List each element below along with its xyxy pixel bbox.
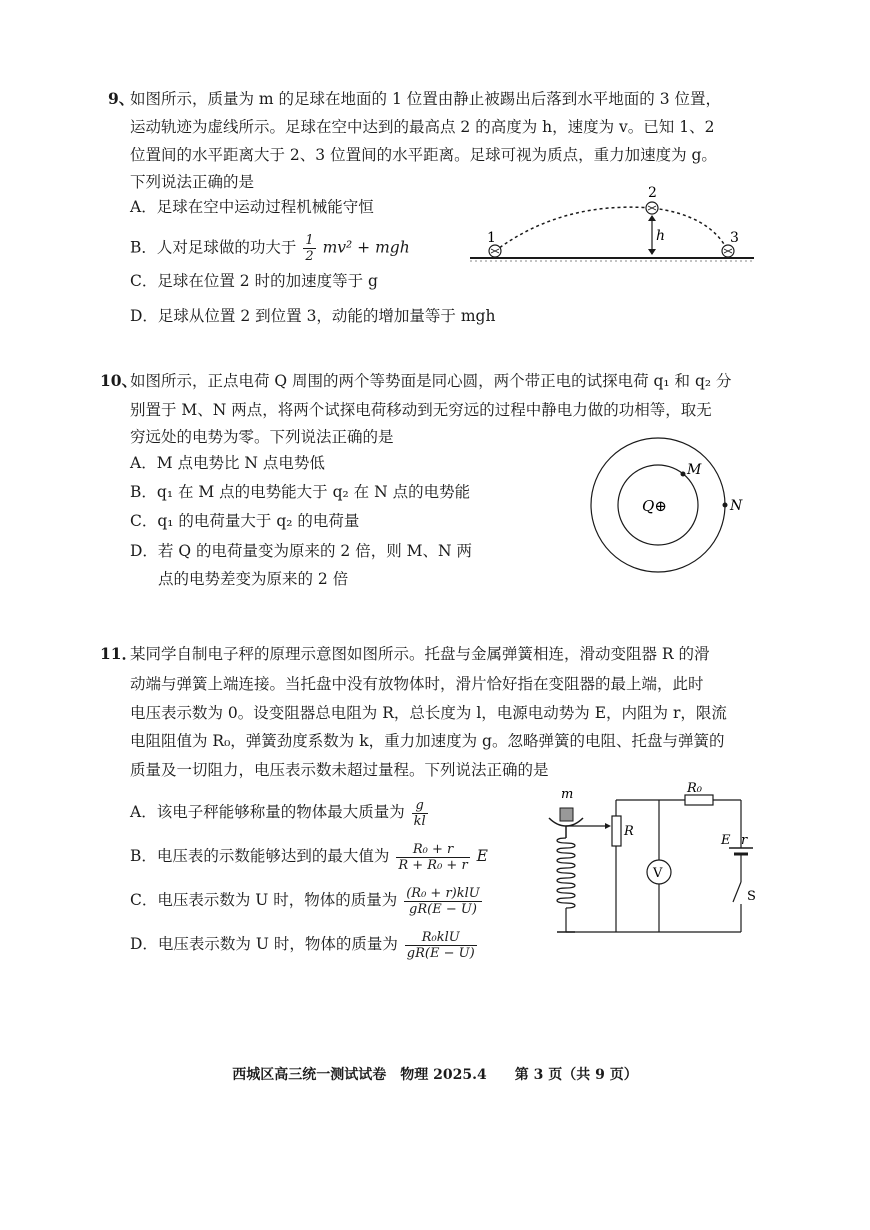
q11-c-num: (R₀ + r)klU xyxy=(406,885,480,901)
q11-d-num: R₀klU xyxy=(405,930,477,946)
ball-position-2-icon xyxy=(646,202,658,214)
label-h: h xyxy=(656,228,666,244)
q10-option-d-line-1: D．若 Q 的电荷量变为原来的 2 倍，则 M、N 两 xyxy=(130,542,472,560)
q9-number: 9、 xyxy=(108,89,135,108)
q11-option-c xyxy=(130,880,484,920)
point-n-dot xyxy=(723,503,728,508)
charge-q-label: Q⊕ xyxy=(642,497,667,515)
q11-option-d-text: D．电压表示数为 U 时，物体的质量为 xyxy=(130,935,398,953)
q9-option-c: C．足球在位置 2 时的加速度等于 g xyxy=(130,272,378,290)
q10-option-a: A．M 点电势比 N 点电势低 xyxy=(130,454,325,472)
q11-b-den: R + R₀ + r xyxy=(398,857,468,873)
q11-stem-line-1: 某同学自制电子秤的原理示意图如图所示。托盘与金属弹簧相连，滑动变阻器 R 的滑 xyxy=(130,645,710,663)
label-r0: R₀ xyxy=(687,781,702,796)
q11-option-a xyxy=(130,792,430,832)
q10-stem-line-3: 穷远处的电势为零。下列说法正确的是 xyxy=(130,428,394,446)
q10-option-b: B．q₁ 在 M 点的电势能大于 q₂ 在 N 点的电势能 xyxy=(130,483,471,501)
label-s: S xyxy=(747,889,756,904)
q9-frac-num: 1 xyxy=(305,233,314,248)
q9-stem-line-2: 运动轨迹为虚线所示。足球在空中达到的最高点 2 的高度为 h，速度为 v。已知 1、2 xyxy=(130,118,715,136)
rheostat-r xyxy=(612,816,621,846)
label-v: V xyxy=(653,866,663,881)
label-small-r: r xyxy=(741,833,748,848)
q11-b-num: R₀ + r xyxy=(396,842,469,858)
q10-option-d-line-2: 点的电势差变为原来的 2 倍 xyxy=(158,570,349,588)
ball-position-1-icon xyxy=(489,245,501,257)
q11-option-a-fraction xyxy=(412,798,428,829)
q11-stem-line-5: 质量及一切阻力，电压表示数未超过量程。下列说法正确的是 xyxy=(130,761,549,779)
q10-option-c: C．q₁ 的电荷量大于 q₂ 的电荷量 xyxy=(130,512,360,530)
ball-position-3-icon xyxy=(722,245,734,257)
q11-circuit-figure xyxy=(535,780,760,945)
q9-frac-den: 2 xyxy=(305,249,314,264)
q9-option-b-fraction xyxy=(303,233,315,264)
q11-stem-line-4: 电阻阻值为 R₀，弹簧劲度系数为 k，重力加速度为 g。忽略弹簧的电阻、托盘与弹簧的 xyxy=(130,732,725,750)
resistor-r0 xyxy=(685,795,713,805)
q10-stem-line-1: 如图所示，正点电荷 Q 周围的两个等势面是同心圆，两个带正电的试探电荷 q₁ 和 q₂ 分 xyxy=(130,372,732,390)
label-1: 1 xyxy=(487,230,496,246)
point-m-dot xyxy=(681,472,686,477)
q11-option-b-text: B．电压表的示数能够达到的最大值为 xyxy=(130,847,390,865)
q11-option-d-fraction xyxy=(405,930,477,961)
q11-number: 11． xyxy=(100,644,138,663)
q11-option-d xyxy=(130,924,479,964)
q11-a-num: g xyxy=(412,798,428,814)
label-e: E xyxy=(721,833,731,848)
label-r: R xyxy=(624,824,634,839)
q11-d-den: gR(E − U) xyxy=(406,945,475,961)
point-n-label: N xyxy=(730,498,743,514)
page-footer: 西城区高三统一测试试卷 物理 2025.4 第 3 页（共 9 页） xyxy=(232,1067,638,1083)
q9-option-b-text: B．人对足球做的功大于 xyxy=(130,238,297,257)
q11-option-c-text: C．电压表示数为 U 时，物体的质量为 xyxy=(130,891,398,909)
label-m: m xyxy=(561,787,574,802)
q11-option-b-fraction xyxy=(396,842,469,873)
q11-option-b xyxy=(130,836,488,876)
switch-s xyxy=(733,882,741,902)
trajectory-dashed-path xyxy=(495,207,728,251)
q9-option-d: D．足球从位置 2 到位置 3，动能的增加量等于 mgh xyxy=(130,307,496,325)
q11-option-c-fraction xyxy=(404,886,482,917)
q11-c-den: gR(E − U) xyxy=(409,901,477,917)
q9-option-b xyxy=(130,233,410,264)
q9-option-b-expr: mv² + mgh xyxy=(322,238,410,257)
q9-trajectory-figure xyxy=(462,185,762,270)
q10-stem-line-2: 别置于 M、N 两点，将两个试探电荷移动到无穷远的过程中静电力做的功相等，取无 xyxy=(130,401,712,419)
q9-option-a: A．足球在空中运动过程机械能守恒 xyxy=(130,198,374,216)
q10-number: 10、 xyxy=(100,371,138,390)
label-3: 3 xyxy=(730,230,739,246)
q11-a-den: kl xyxy=(413,813,426,829)
spring xyxy=(557,838,575,908)
q9-stem-line-1: 如图所示，质量为 m 的足球在地面的 1 位置由静止被踢出后落到水平地面的 3 位置， xyxy=(130,90,721,108)
q11-stem-line-2: 动端与弹簧上端连接。当托盘中没有放物体时，滑片恰好指在变阻器的最上端，此时 xyxy=(130,675,704,693)
q11-stem-line-3: 电压表示数为 0。设变阻器总电阻为 R，总长度为 l，电源电动势为 E，内阻为 r，限流 xyxy=(130,704,727,722)
label-2: 2 xyxy=(648,185,657,201)
point-m-label: M xyxy=(687,462,702,478)
q9-stem-line-4: 下列说法正确的是 xyxy=(130,173,255,191)
q9-stem-line-3: 位置间的水平距离大于 2、3 位置间的水平距离。足球可视为质点，重力加速度为 g。 xyxy=(130,146,717,164)
q11-option-b-e: E xyxy=(476,847,488,865)
q11-option-a-text: A．该电子秤能够称量的物体最大质量为 xyxy=(130,803,405,821)
mass-block xyxy=(560,808,573,821)
q10-equipotential-figure xyxy=(590,430,760,590)
